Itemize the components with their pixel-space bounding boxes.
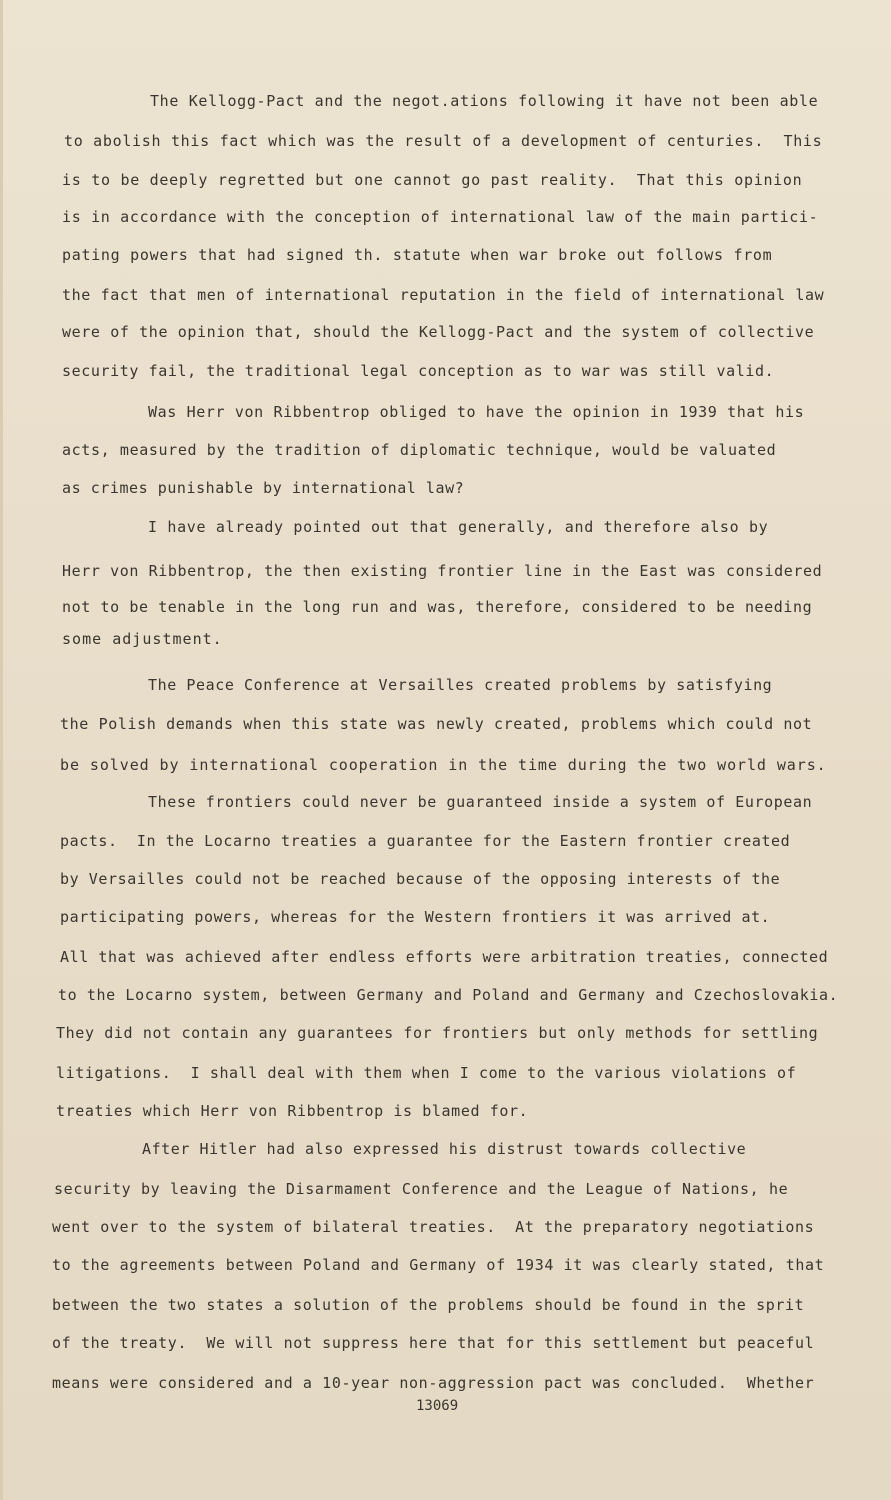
text-line: not to be tenable in the long run and was, therefore, considered to be needing <box>62 598 813 616</box>
text-line: acts, measured by the tradition of diplomatic technique, would be valuated <box>62 441 777 459</box>
text-line: means were considered and a 10-year non-aggression pact was concluded. Whether <box>52 1374 815 1392</box>
text-line: as crimes punishable by international law? <box>62 479 465 497</box>
text-line: These frontiers could never be guaranteed inside a system of European <box>148 793 813 811</box>
text-line: between the two states a solution of the problems should be found in the sprit <box>52 1296 805 1314</box>
page-number: 13069 <box>416 1398 459 1414</box>
text-line: treaties which Herr von Ribbentrop is blamed for. <box>56 1102 529 1120</box>
text-line: I have already pointed out that generally, and therefore also by <box>148 518 769 536</box>
text-line: to the Locarno system, between Germany and Poland and Germany and Czechoslovakia. <box>58 986 839 1004</box>
text-line: by Versailles could not be reached because of the opposing interests of the <box>60 870 781 888</box>
text-line: participating powers, whereas for the Western frontiers it was arrived at. <box>60 908 771 926</box>
text-line: to the agreements between Poland and Germany of 1934 it was clearly stated, that <box>52 1256 825 1274</box>
text-line: pating powers that had signed th. statute when war broke out follows from <box>62 246 773 264</box>
text-line: Was Herr von Ribbentrop obliged to have the opinion in 1939 that his <box>148 403 805 421</box>
text-line: the Polish demands when this state was newly created, problems which could not <box>60 715 813 733</box>
text-line: All that was achieved after endless efforts were arbitration treaties, connected <box>60 948 829 966</box>
text-line: They did not contain any guarantees for frontiers but only methods for settling <box>56 1024 819 1042</box>
text-line: pacts. In the Locarno treaties a guarantee for the Eastern frontier created <box>60 832 791 850</box>
text-line: went over to the system of bilateral treaties. At the preparatory negotiations <box>52 1218 815 1236</box>
text-line: is in accordance with the conception of international law of the main partici- <box>62 208 819 226</box>
text-line: of the treaty. We will not suppress here that for this settlement but peaceful <box>52 1334 815 1352</box>
text-line: The Kellogg-Pact and the negot.ations following it have not been able <box>150 92 819 110</box>
text-line: litigations. I shall deal with them when I come to the various violations of <box>56 1064 797 1082</box>
text-line: be solved by international cooperation in the time during the two world wars. <box>60 756 827 774</box>
text-line: After Hitler had also expressed his distrust towards collective <box>142 1140 747 1158</box>
text-line: the fact that men of international reputation in the field of international law <box>62 286 825 304</box>
text-line: some adjustment. <box>62 630 223 648</box>
text-line: is to be deeply regretted but one cannot go past reality. That this opinion <box>62 171 803 189</box>
text-line: security fail, the traditional legal conception as to war was still valid. <box>62 362 775 380</box>
text-line: security by leaving the Disarmament Conference and the League of Nations, he <box>54 1180 789 1198</box>
text-line: Herr von Ribbentrop, the then existing frontier line in the East was considered <box>62 562 823 580</box>
text-line: were of the opinion that, should the Kellogg-Pact and the system of collective <box>62 323 815 341</box>
text-line: The Peace Conference at Versailles created problems by satisfying <box>148 676 773 694</box>
text-line: to abolish this fact which was the result of a development of centuries. This <box>64 132 823 150</box>
